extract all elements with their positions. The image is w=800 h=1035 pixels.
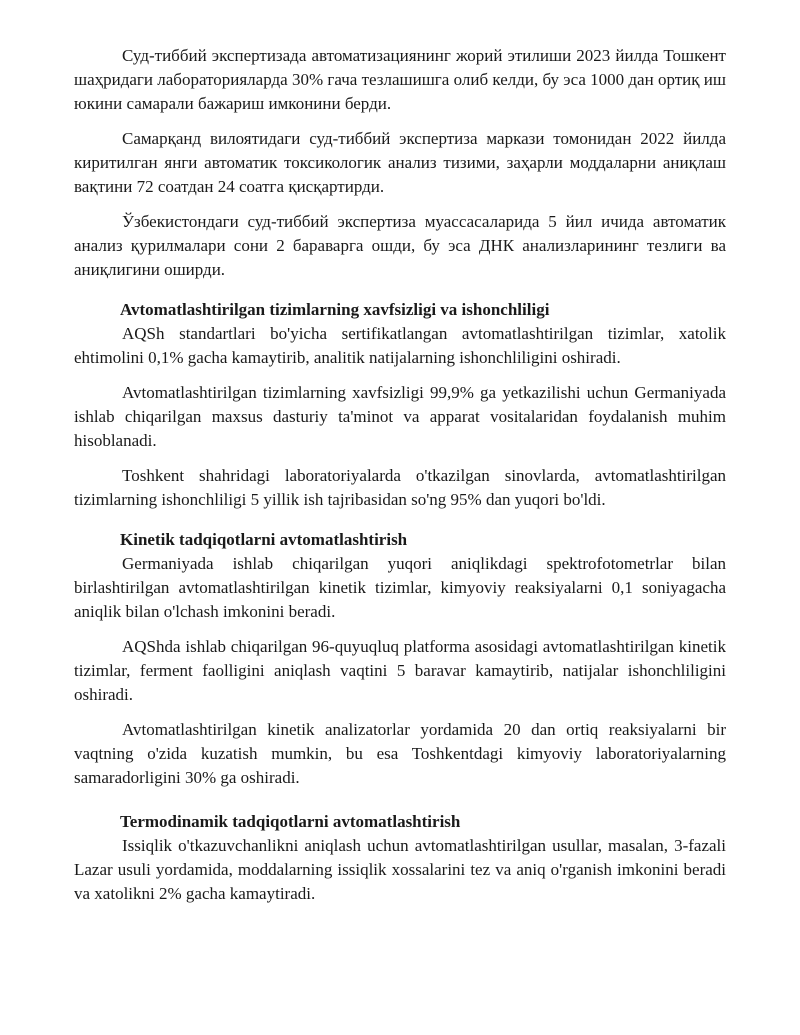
section-paragraph: Toshkent shahridagi laboratoriyalarda o'tkazilgan sinovlarda, avtomatlashtirilgan tizimlarning ishonchliligi 5 yillik ish tajribasidan so'ng 95% dan yuqori bo'ldi. [74, 466, 726, 509]
section-paragraph: Avtomatlashtirilgan tizimlarning xavfsizligi 99,9% ga yetkazilishi uchun Germaniyada ishlab chiqarilgan maxsus dasturiy ta'minot va apparat vositalaridan foydalanish muhim hisoblanadi. [74, 383, 726, 450]
section-heading: Kinetik tadqiqotlarni avtomatlashtirish [120, 530, 408, 549]
intro-paragraph: Суд-тиббий экспертизада автоматизациянинг жорий этилиши 2023 йилда Тошкент шаҳридаги лабораторияларда 30% гача тезлашишга олиб келди, бу эса 1000 дан ортиқ иш юкини самарали бажариш имконини берди. [74, 46, 726, 113]
section-heading: Avtomatlashtirilgan tizimlarning xavfsizligi va ishonchliligi [120, 300, 550, 319]
section-paragraph: Avtomatlashtirilgan kinetik analizatorlar yordamida 20 dan ortiq reaksiyalarni bir vaqtning o'zida kuzatish mumkin, bu esa Toshkentdagi kimyoviy laboratoriyalarning samaradorligini 30% ga oshiradi. [74, 720, 726, 787]
intro-paragraph: Ўзбекистондаги суд-тиббий экспертиза муассасаларида 5 йил ичида автоматик анализ қурилмалари сони 2 бараварга ошди, бу эса ДНК анализларининг тезлиги ва аниқлигини оширди. [74, 212, 726, 279]
section-paragraph: Germaniyada ishlab chiqarilgan yuqori aniqlikdagi spektrofotometrlar bilan birlashtirilgan avtomatlashtirilgan kinetik tizimlar, kimyoviy reaksiyalarni 0,1 soniyagacha aniqlik bilan o'lchash imkonini beradi. [74, 554, 726, 621]
section-paragraph: AQShda ishlab chiqarilgan 96-quyuqluq platforma asosidagi avtomatlashtirilgan kinetik tizimlar, ferment faolligini aniqlash vaqtini 5 baravar kamaytirib, natijalar ishonchliligini oshiradi. [74, 637, 726, 704]
section-paragraph: Issiqlik o'tkazuvchanlikni aniqlash uchun avtomatlashtirilgan usullar, masalan, 3-fazali Lazar usuli yordamida, moddalarning issiqlik xossalarini tez va aniq o'rganish imkonini beradi va xatolikni 2% gacha kamaytiradi. [74, 836, 726, 903]
intro-paragraph: Самарқанд вилоятидаги суд-тиббий экспертиза маркази томонидан 2022 йилда киритилган янги автоматик токсикологик анализ тизими, заҳарли моддаларни аниқлаш вақтини 72 соатдан 24 соатга қисқартирди. [74, 129, 726, 196]
intro-block [74, 44, 726, 282]
section-paragraph: AQSh standartlari bo'yicha sertifikatlangan avtomatlashtirilgan tizimlar, xatolik ehtimolini 0,1% gacha kamaytirib, analitik natijalarning ishonchliligini oshiradi. [74, 324, 726, 367]
document-page [74, 44, 726, 906]
section-safety-reliability [74, 298, 726, 512]
section-kinetic-research [74, 528, 726, 790]
section-thermodynamic-research [74, 810, 726, 906]
section-heading: Termodinamik tadqiqotlarni avtomatlashtirish [120, 812, 461, 831]
